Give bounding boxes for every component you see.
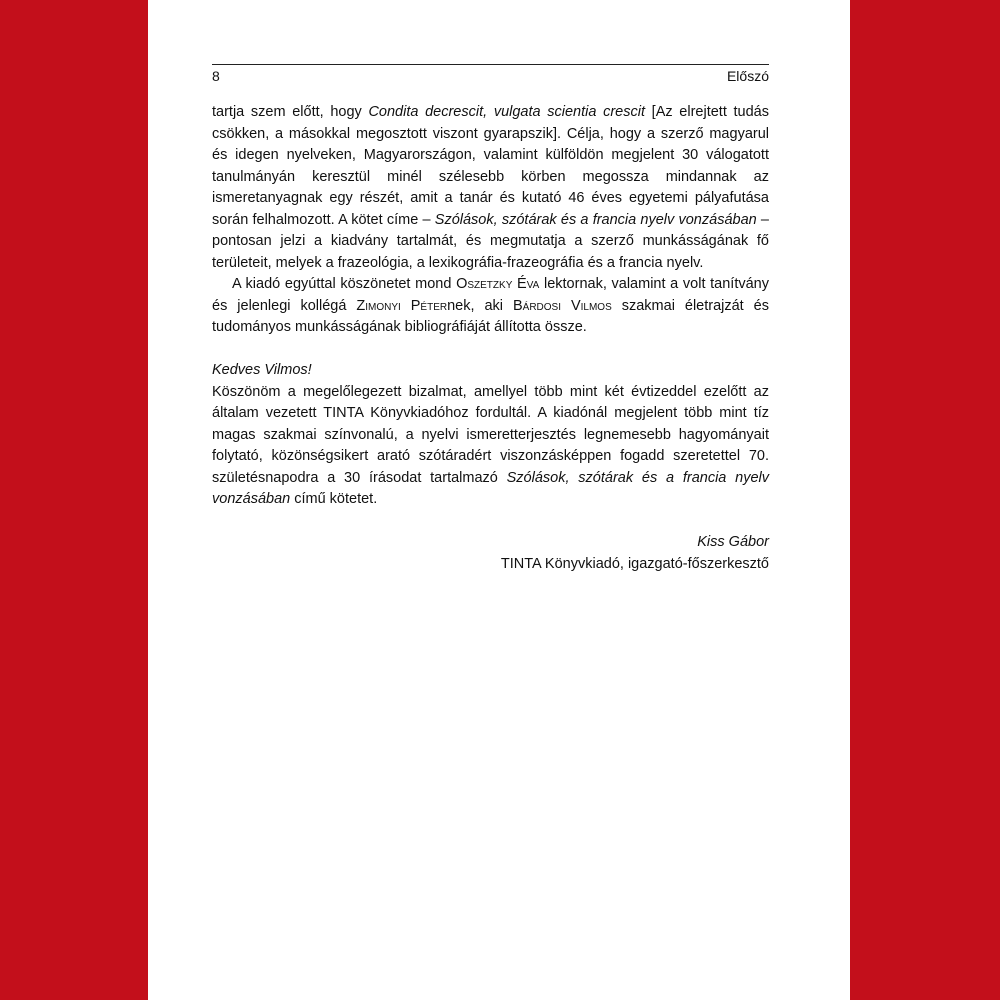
text-run: című kötetet. <box>290 491 378 507</box>
person-name: Bárdosi Vilmos <box>512 297 612 314</box>
text-run: lektornak, valamint a volt tanítvány és jelenlegi kollégá <box>212 276 769 314</box>
running-title: Előszó <box>726 68 769 84</box>
person-name: Zimonyi Péter <box>356 297 448 314</box>
text-run: szakmai életrajzát és tudományos munkásságának bibliográfiáját állította össze. <box>212 297 769 335</box>
book-title: Szólások, szótárak és a francia nyelv vonzásában <box>434 211 757 228</box>
text-run: Köszönöm a megelőlegezett bizalmat, amellyel több mint két évtizeddel ezelőtt az általam vezetett TINTA Könyvkiadóhoz fordultál. A kiadónál megjelent több mint tíz magas szakmai színvonalú, a nyelvi ismeretterjesztés legnemesebb hagyományait folytató, közönségsikert arató szótáradért viszonzásképpen fogadd szeretettel 70. születésnapodra a 30 írásodat tartalmazó <box>212 383 769 486</box>
signature-name <box>212 532 769 554</box>
book-title: Szólások, szótárak és a francia nyelv vonzásában <box>212 469 770 507</box>
latin-quote: Condita decrescit, vulgata scientia crescit <box>368 104 645 120</box>
text-run: [Az elrejtett tudás csökken, a másokkal megosztott viszont gyarapszik]. Célja, hogy a szerző magyarul és idegen nyelveken, Magyarországon, valamint külföldön megjelent 30 válogatott tanulmányán keresztül minél szélesebb körben megossza mindannak az ismeretanyagnak egy részét, amit a tanár és kutató 46 éves egyetemi pályafutása során felhalmozott. A kötet címe – <box>212 104 769 228</box>
text-run: tartja szem előtt, hogy <box>212 104 369 120</box>
spacer <box>212 339 769 361</box>
signature-role: TINTA Könyvkiadó, igazgató-főszerkesztő <box>500 555 769 572</box>
text-run: nek, aki <box>447 297 513 314</box>
paragraph-1 <box>212 102 769 274</box>
paragraph-2 <box>212 274 769 339</box>
signature-name-text: Kiss Gábor <box>697 534 769 550</box>
page-number: 8 <box>212 68 220 84</box>
book-page <box>148 0 850 1000</box>
text-run: – pontosan jelzi a kiadvány tartalmát, és megmutatja a szerző munkásságának fő területeit, melyek a frazeológia, a lexikográfia-frazeográfia és a francia nyelv. <box>212 211 769 271</box>
salutation <box>212 360 769 382</box>
page-header <box>212 64 769 89</box>
text-run: A kiadó egyúttal köszönetet mond <box>232 276 457 292</box>
salutation-text: Kedves Vilmos! <box>212 362 312 378</box>
body-text <box>212 102 769 575</box>
spacer <box>212 511 769 533</box>
paragraph-3 <box>212 382 769 511</box>
person-name: Oszetzky Éva <box>456 276 540 292</box>
